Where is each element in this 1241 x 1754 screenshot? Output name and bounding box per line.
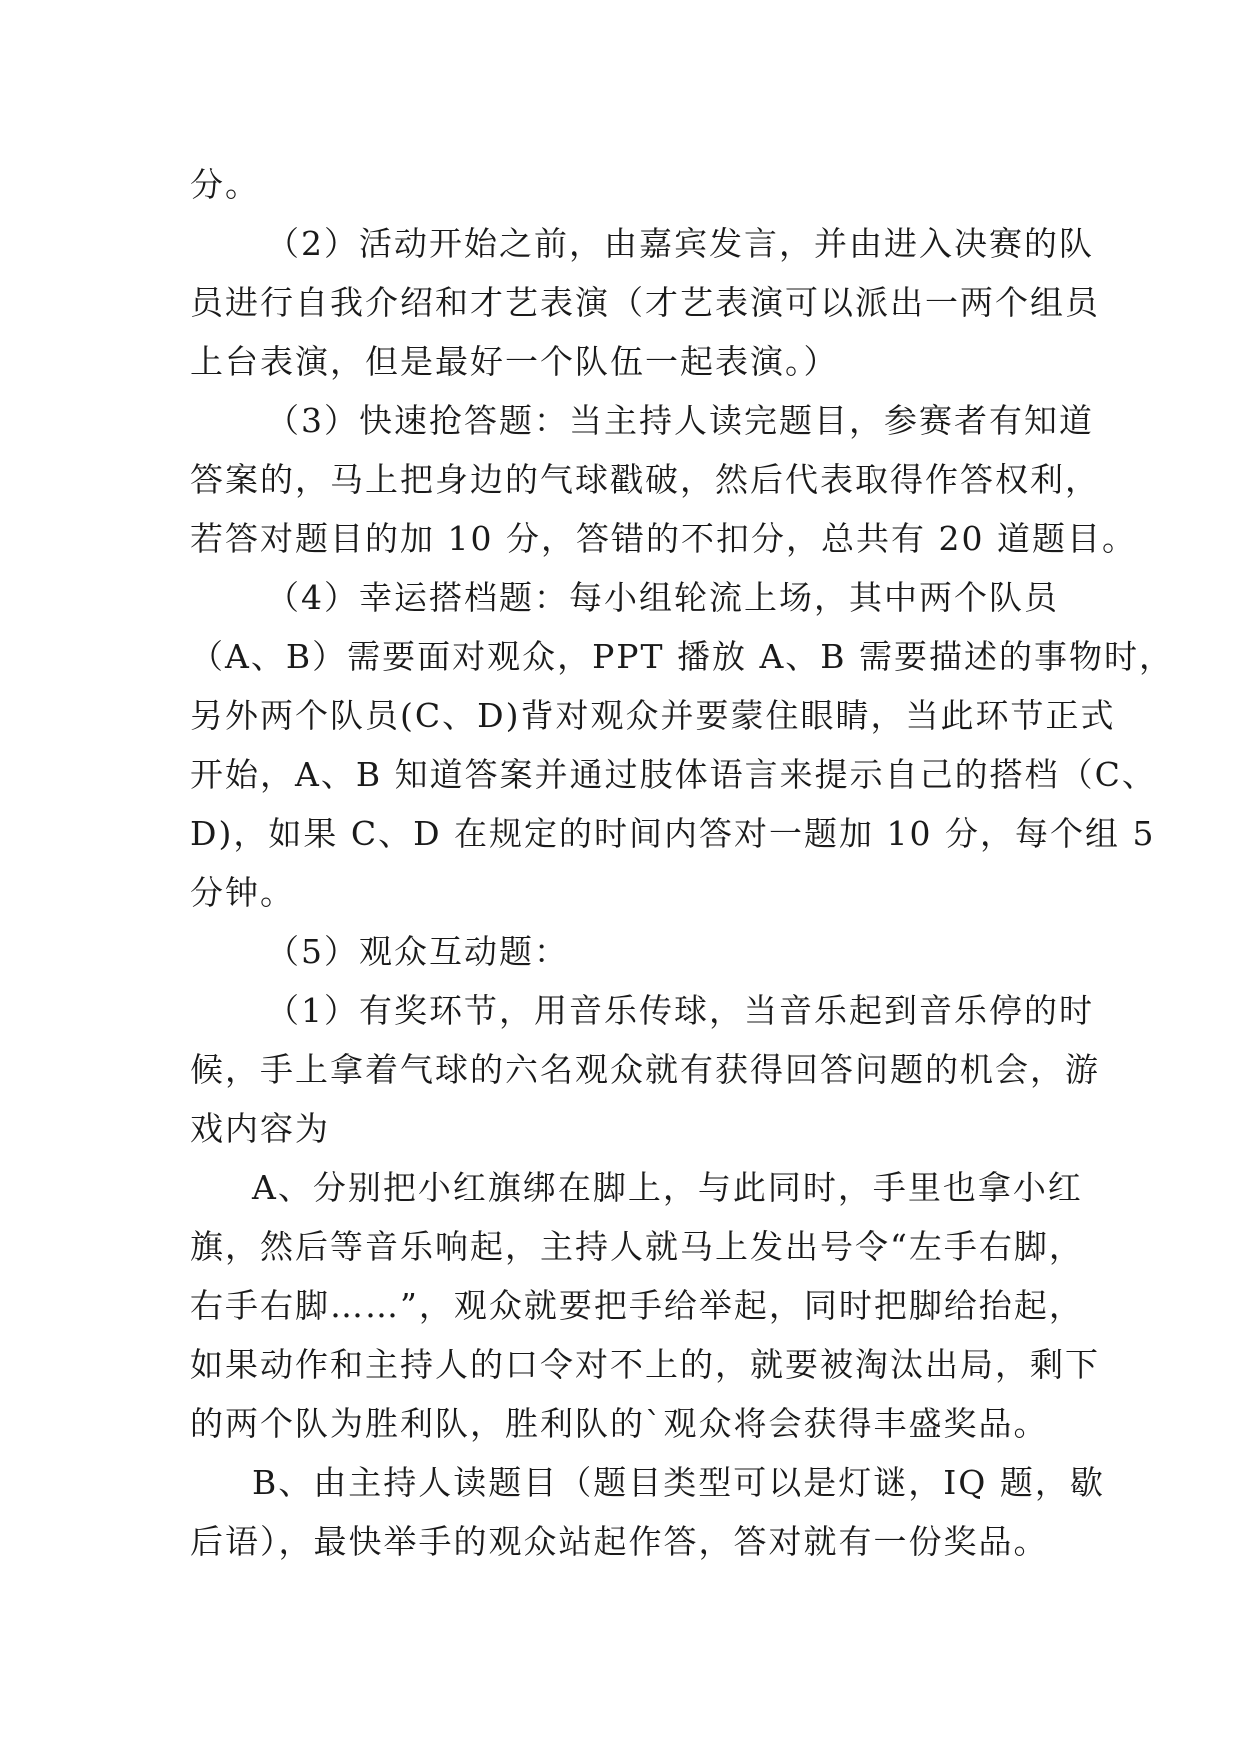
text-line: 若答对题目的加 10 分，答错的不扣分，总共有 20 道题目。 — [190, 519, 1137, 558]
text-line: （4）幸运搭档题：每小组轮流上场，其中两个队员 — [266, 578, 1059, 617]
text-line: 候，手上拿着气球的六名观众就有获得回答问题的机会，游 — [190, 1050, 1100, 1089]
text-line: 右手右脚……”，观众就要把手给举起，同时把脚给抬起， — [190, 1286, 1084, 1325]
text-line: A、分别把小红旗绑在脚上，与此同时，手里也拿小红 — [252, 1168, 1083, 1207]
text-line: （A、B）需要面对观众，PPT 播放 A、B 需要描述的事物时， — [190, 637, 1175, 676]
text-line: 的两个队为胜利队，胜利队的`观众将会获得丰盛奖品。 — [190, 1404, 1049, 1443]
text-line: （3）快速抢答题：当主持人读完题目，参赛者有知道 — [266, 401, 1094, 440]
text-line: D)，如果 C、D 在规定的时间内答对一题加 10 分，每个组 5 — [190, 814, 1156, 853]
text-line: （2）活动开始之前，由嘉宾发言，并由进入决赛的队 — [266, 224, 1094, 263]
text-line: （1）有奖环节，用音乐传球，当音乐起到音乐停的时 — [266, 991, 1094, 1030]
text-line: （5）观众互动题： — [266, 932, 569, 971]
text-line: 员进行自我介绍和才艺表演（才艺表演可以派出一两个组员 — [190, 283, 1100, 322]
text-line: 后语），最快举手的观众站起作答，答对就有一份奖品。 — [190, 1522, 1049, 1561]
text-line: 旗，然后等音乐响起，主持人就马上发出号令“左手右脚， — [190, 1227, 1084, 1266]
text-line: 答案的，马上把身边的气球戳破，然后代表取得作答权利， — [190, 460, 1100, 499]
text-line: 开始，A、B 知道答案并通过肢体语言来提示自己的搭档（C、 — [190, 755, 1157, 794]
text-line: 如果动作和主持人的口令对不上的，就要被淘汰出局，剩下 — [190, 1345, 1100, 1384]
text-line: 上台表演，但是最好一个队伍一起表演。） — [190, 342, 839, 381]
text-line: 戏内容为 — [190, 1109, 330, 1148]
text-line: 另外两个队员(C、D)背对观众并要蒙住眼睛，当此环节正式 — [190, 696, 1116, 735]
text-line: 分钟。 — [190, 873, 295, 912]
text-line: 分。 — [190, 165, 260, 204]
text-line: B、由主持人读题目（题目类型可以是灯谜，IQ 题，歇 — [252, 1463, 1105, 1502]
